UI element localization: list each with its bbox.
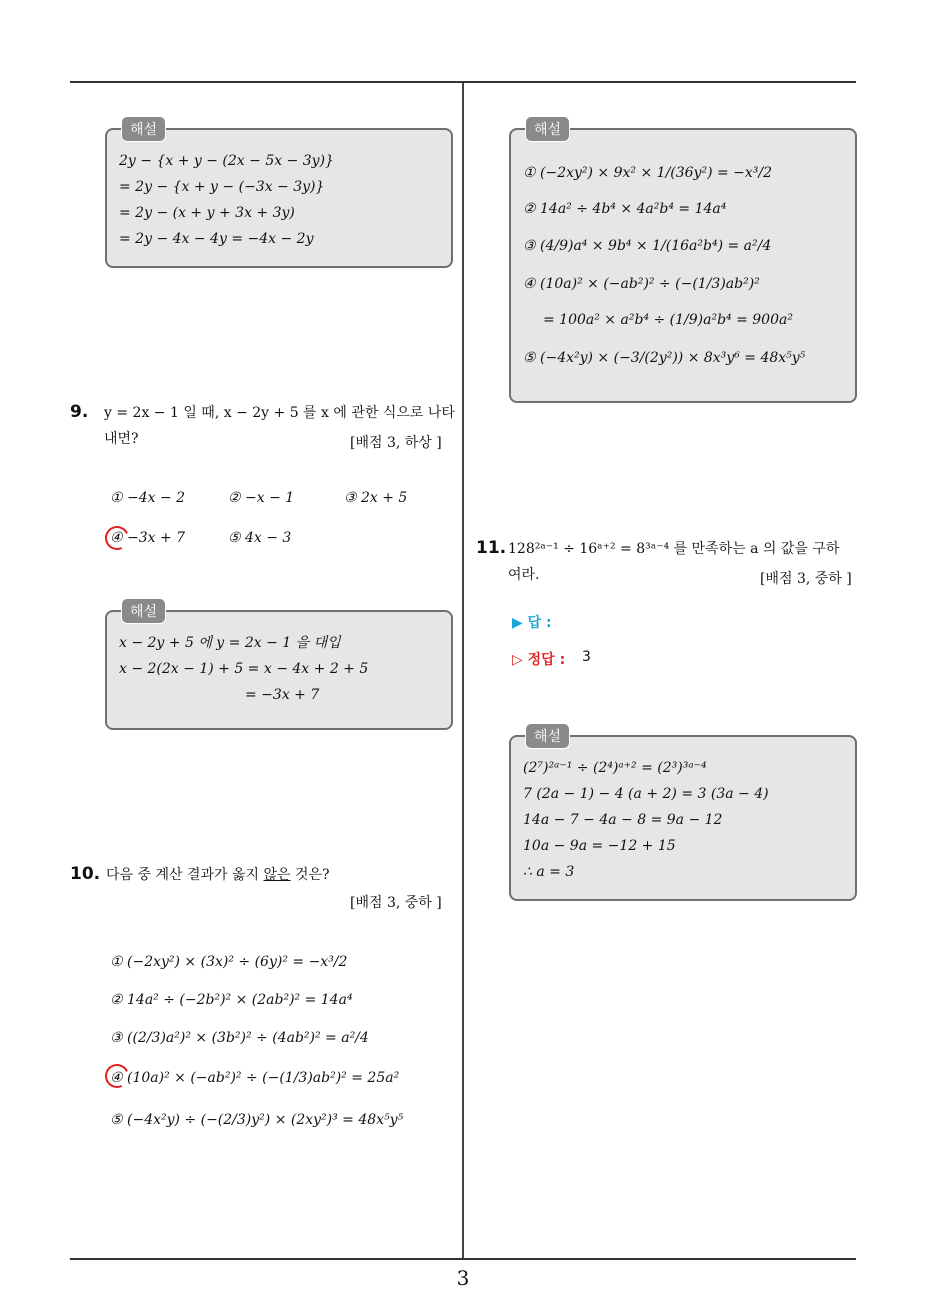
- question-meta-11: [배점 3, 중하 ]: [760, 571, 852, 587]
- choice-9-4: ④ −3x + 7: [110, 530, 186, 546]
- question-text-11-line1: 128²ᵃ⁻¹ ÷ 16ᵃ⁺² = 8³ᵃ⁻⁴ 를 만족하는 a 의 값을 구하: [508, 541, 840, 557]
- column-divider: [462, 83, 464, 1258]
- solution-line: ⑤ (−4x²y) × (−3/(2y²)) × 8x³y⁶ = 48x⁵y⁵: [523, 350, 806, 366]
- solution-line: 14a − 7 − 4a − 8 = 9a − 12: [523, 812, 723, 828]
- solution-line: = 2y − (x + y + 3x + 3y): [119, 205, 295, 221]
- solution-line: x − 2(2x − 1) + 5 = x − 4x + 2 + 5: [119, 661, 369, 677]
- solution-line: ④ (10a)² × (−ab²)² ÷ (−(1/3)ab²)²: [523, 276, 760, 292]
- underlined-word: 않은: [263, 867, 291, 883]
- choice-10-5: ⑤ (−4x²y) ÷ (−(2/3)y²) × (2xy²)³ = 48x⁵y⁵: [110, 1112, 404, 1128]
- question-meta-10: [배점 3, 중하 ]: [350, 895, 442, 911]
- solution-line: ② 14a² ÷ 4b⁴ × 4a²b⁴ = 14a⁴: [523, 201, 727, 217]
- solution-line: ∴ a = 3: [523, 864, 575, 880]
- choice-10-4: ④ (10a)² × (−ab²)² ÷ (−(1/3)ab²)² = 25a²: [110, 1070, 400, 1086]
- question-text-10: 다음 중 계산 결과가 옳지 않은 것은?: [106, 867, 330, 883]
- solution-box-q10: [509, 122, 857, 403]
- solution-line: 2y − {x + y − (2x − 5x − 3y)}: [119, 153, 334, 169]
- solution-box-q9: [105, 604, 453, 730]
- question-number-11: 11.: [476, 538, 507, 558]
- bottom-rule: [70, 1258, 856, 1260]
- solution-line: x − 2y + 5 에 y = 2x − 1 을 대입: [119, 635, 341, 651]
- choice-9-3: ③ 2x + 5: [344, 490, 408, 506]
- solution-line: = 2y − 4x − 4y = −4x − 2y: [119, 231, 314, 247]
- solution-line: = 2y − {x + y − (−3x − 3y)}: [119, 179, 325, 195]
- solution-line: 7 (2a − 1) − 4 (a + 2) = 3 (3a − 4): [523, 786, 769, 802]
- question-meta-9: [배점 3, 하상 ]: [350, 435, 442, 451]
- page-number: 3: [456, 1266, 470, 1290]
- solution-line: 10a − 9a = −12 + 15: [523, 838, 676, 854]
- question-text-9-line1: y = 2x − 1 일 때, x − 2y + 5 를 x 에 관한 식으로 나타: [104, 405, 455, 421]
- choice-9-2: ② −x − 1: [228, 490, 295, 506]
- solution-box-q11: [509, 729, 857, 901]
- solution-tag: 해설: [525, 723, 570, 749]
- choice-9-5: ⑤ 4x − 3: [228, 530, 292, 546]
- solution-line: ① (−2xy²) × 9x² × 1/(36y²) = −x³/2: [523, 165, 773, 181]
- choice-10-2: ② 14a² ÷ (−2b²)² × (2ab²)² = 14a⁴: [110, 992, 353, 1008]
- solution-tag: 해설: [525, 116, 570, 142]
- solution-line: = −3x + 7: [245, 687, 320, 703]
- solution-line: (2⁷)²ᵃ⁻¹ ÷ (2⁴)ᵃ⁺² = (2³)³ᵃ⁻⁴: [523, 760, 707, 776]
- question-number-9: 9.: [70, 402, 89, 422]
- solution-tag: 해설: [121, 116, 166, 142]
- solution-line: = 100a² × a²b⁴ ÷ (1/9)a²b⁴ = 900a²: [543, 312, 793, 328]
- question-number-10: 10.: [70, 864, 101, 884]
- question-text-9-line2: 내면?: [104, 431, 139, 447]
- solution-tag: 해설: [121, 598, 166, 624]
- solution-line: ③ (4/9)a⁴ × 9b⁴ × 1/(16a²b⁴) = a²/4: [523, 238, 772, 254]
- solution-box-q8: [105, 122, 453, 268]
- correct-answer-label: ▷ 정답 :: [512, 652, 566, 668]
- correct-answer-value: 3: [582, 649, 591, 665]
- question-text-11-line2: 여라.: [508, 567, 540, 583]
- choice-10-3: ③ ((2/3)a²)² × (3b²)² ÷ (4ab²)² = a²/4: [110, 1030, 369, 1046]
- choice-10-1: ① (−2xy²) × (3x)² ÷ (6y)² = −x³/2: [110, 954, 348, 970]
- answer-label: ▶ 답 :: [512, 615, 552, 631]
- choice-9-1: ① −4x − 2: [110, 490, 186, 506]
